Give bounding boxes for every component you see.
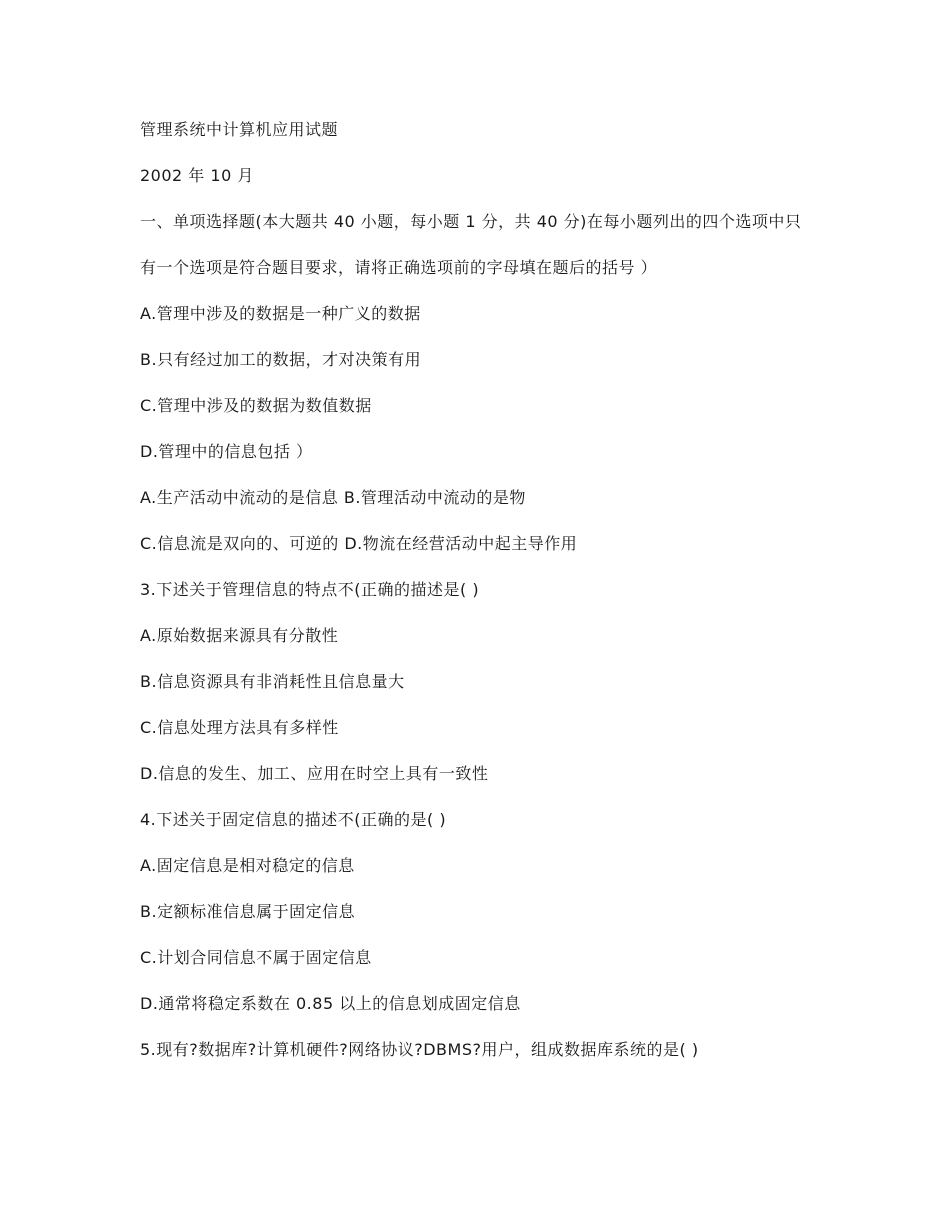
- option-line: A.生产活动中流动的是信息 B.管理活动中流动的是物: [140, 488, 526, 507]
- option-line: B.信息资源具有非消耗性且信息量大: [140, 672, 405, 691]
- option-line: C.信息处理方法具有多样性: [140, 718, 339, 737]
- section-instructions-continued: 有一个选项是符合题目要求，请将正确选项前的字母填在题后的括号 ）: [140, 258, 658, 277]
- option-line: B.只有经过加工的数据，才对决策有用: [140, 350, 422, 369]
- question-5: 5.现有?数据库?计算机硬件?网络协议?DBMS?用户，组成数据库系统的是( ): [140, 1040, 699, 1059]
- option-line: A.固定信息是相对稳定的信息: [140, 856, 355, 875]
- option-line: C.计划合同信息不属于固定信息: [140, 948, 372, 967]
- option-line: A.原始数据来源具有分散性: [140, 626, 339, 645]
- option-line: D.通常将稳定系数在 0.85 以上的信息划成固定信息: [140, 994, 521, 1013]
- option-line: D.信息的发生、加工、应用在时空上具有一致性: [140, 764, 489, 783]
- option-line: C.信息流是双向的、可逆的 D.物流在经营活动中起主导作用: [140, 534, 578, 553]
- option-line: B.定额标准信息属于固定信息: [140, 902, 356, 921]
- section-instructions: 一、单项选择题(本大题共 40 小题，每小题 1 分，共 40 分)在每小题列出的四个选项中只: [140, 212, 802, 231]
- exam-date: 2002 年 10 月: [140, 166, 254, 185]
- option-line: A.管理中涉及的数据是一种广义的数据: [140, 304, 421, 323]
- document-body: [140, 118, 812, 1084]
- question-4: 4.下述关于固定信息的描述不(正确的是( ): [140, 810, 447, 829]
- option-line: C.管理中涉及的数据为数值数据: [140, 396, 372, 415]
- question-3: 3.下述关于管理信息的特点不(正确的描述是( ): [140, 580, 480, 599]
- document-title: 管理系统中计算机应用试题: [140, 120, 339, 139]
- option-line: D.管理中的信息包括 ）: [140, 442, 313, 461]
